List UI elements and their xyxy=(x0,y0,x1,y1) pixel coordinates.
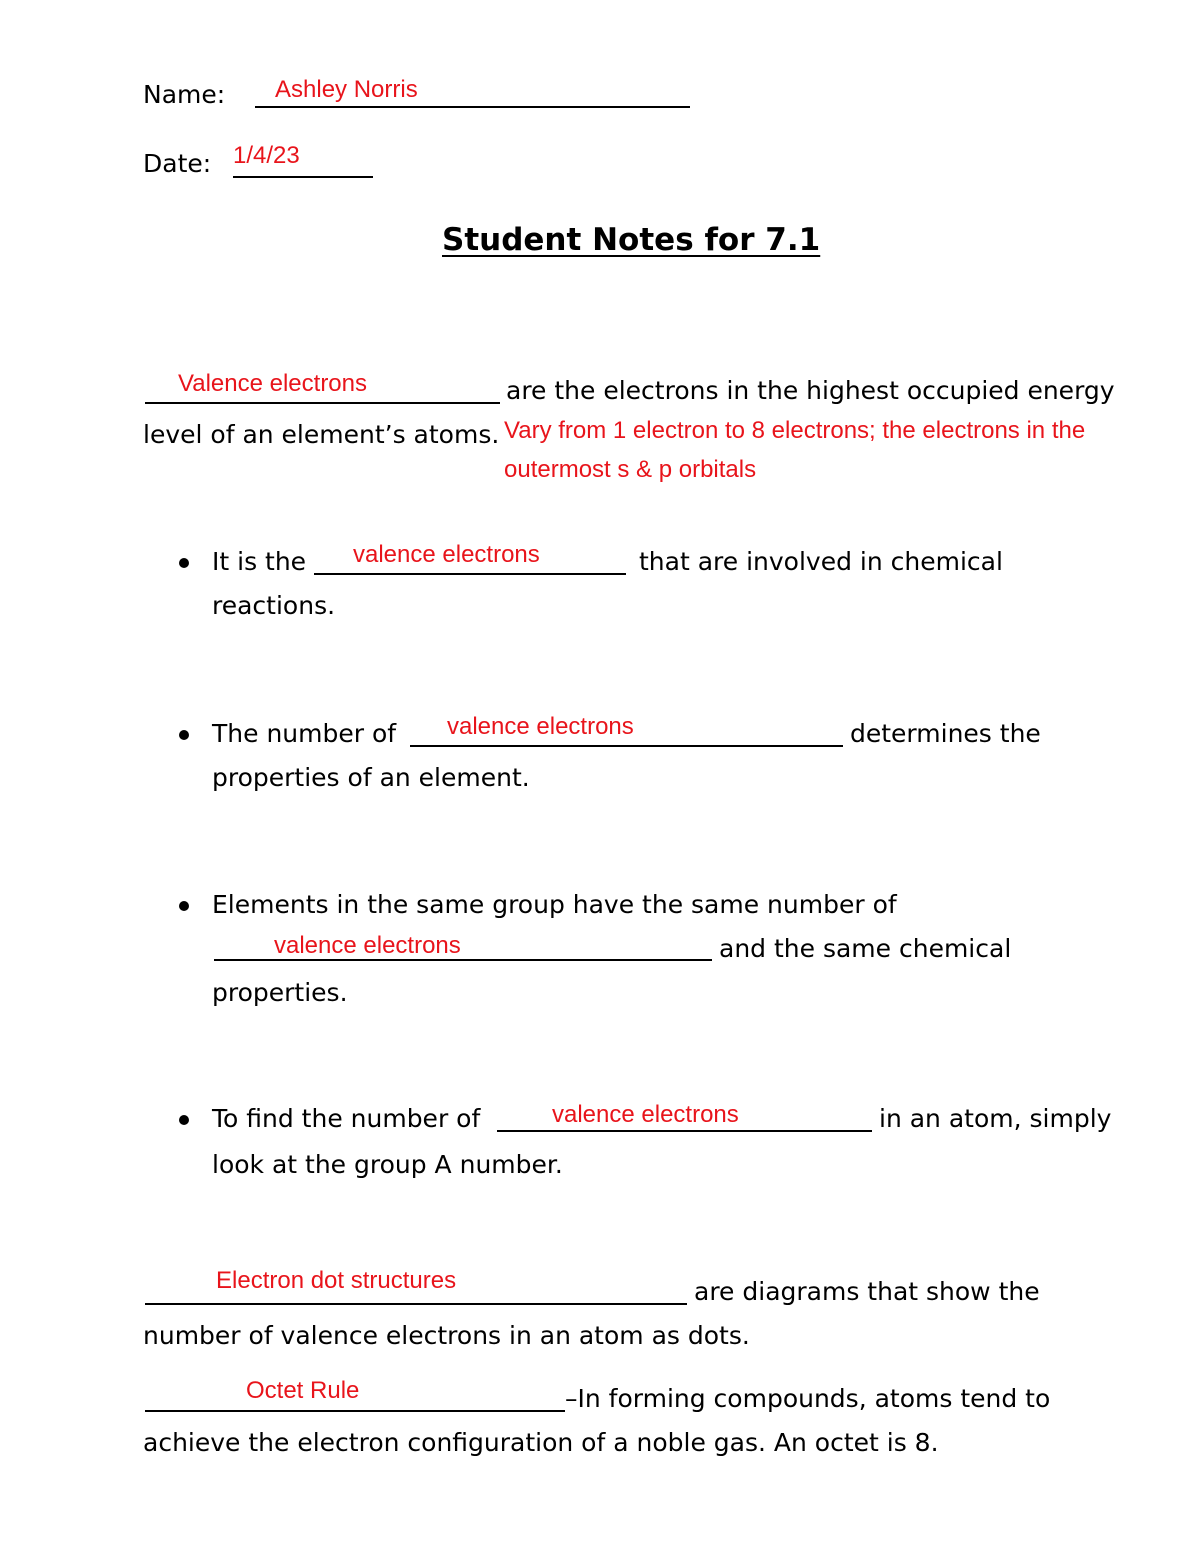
dot-structures-blank[interactable] xyxy=(145,1303,687,1305)
bullet1-suffix: that are involved in chemical xyxy=(639,547,1003,576)
octet-answer: Octet Rule xyxy=(246,1377,360,1404)
octet-suffix: –In forming compounds, atoms tend to xyxy=(565,1384,1051,1413)
page-title: Student Notes for 7.1 xyxy=(442,222,821,258)
bullet3-line1: Elements in the same group have the same number of xyxy=(212,890,897,919)
bullet2-answer: valence electrons xyxy=(447,713,634,740)
dot-structures-answer: Electron dot structures xyxy=(216,1267,457,1294)
bullet3-answer: valence electrons xyxy=(274,932,461,959)
date-label: Date: xyxy=(143,149,212,178)
octet-line2: achieve the electron configuration of a noble gas. An octet is 8. xyxy=(143,1428,939,1457)
bullet2-blank[interactable] xyxy=(410,745,843,747)
bullet-dot xyxy=(179,730,189,740)
dot-structures-suffix: are diagrams that show the xyxy=(694,1277,1040,1306)
valence-def-blank[interactable] xyxy=(145,402,500,404)
bullet3-line3: properties. xyxy=(212,978,348,1007)
valence-def-text-line2: level of an element’s atoms. xyxy=(143,420,500,449)
valence-def-answer: Valence electrons xyxy=(178,370,367,397)
bullet4-line2: look at the group A number. xyxy=(212,1150,563,1179)
bullet4-blank[interactable] xyxy=(497,1130,872,1132)
name-blank[interactable] xyxy=(255,106,690,108)
bullet2-prefix: The number of xyxy=(212,719,397,748)
name-value: Ashley Norris xyxy=(275,76,418,103)
bullet-dot xyxy=(179,901,189,911)
bullet1-prefix: It is the xyxy=(212,547,307,576)
bullet4-suffix: in an atom, simply xyxy=(879,1104,1112,1133)
bullet1-blank[interactable] xyxy=(314,573,626,575)
date-blank[interactable] xyxy=(233,176,373,178)
bullet-dot xyxy=(179,558,189,568)
valence-def-note-line1: Vary from 1 electron to 8 electrons; the electrons in the xyxy=(504,417,1086,444)
bullet3-suffix: and the same chemical xyxy=(719,934,1012,963)
bullet2-line2: properties of an element. xyxy=(212,763,530,792)
bullet4-prefix: To find the number of xyxy=(212,1104,481,1133)
dot-structures-line2: number of valence electrons in an atom as dots. xyxy=(143,1321,750,1350)
valence-def-note-line2: outermost s & p orbitals xyxy=(504,456,757,483)
bullet3-blank[interactable] xyxy=(214,959,712,961)
bullet1-line2: reactions. xyxy=(212,591,336,620)
name-label: Name: xyxy=(143,80,226,109)
date-value: 1/4/23 xyxy=(233,142,300,169)
bullet-dot xyxy=(179,1115,189,1125)
bullet2-suffix: determines the xyxy=(850,719,1041,748)
bullet4-answer: valence electrons xyxy=(552,1101,739,1128)
valence-def-text-line1: are the electrons in the highest occupied energy xyxy=(506,376,1115,405)
bullet1-answer: valence electrons xyxy=(353,541,540,568)
octet-blank[interactable] xyxy=(145,1410,565,1412)
